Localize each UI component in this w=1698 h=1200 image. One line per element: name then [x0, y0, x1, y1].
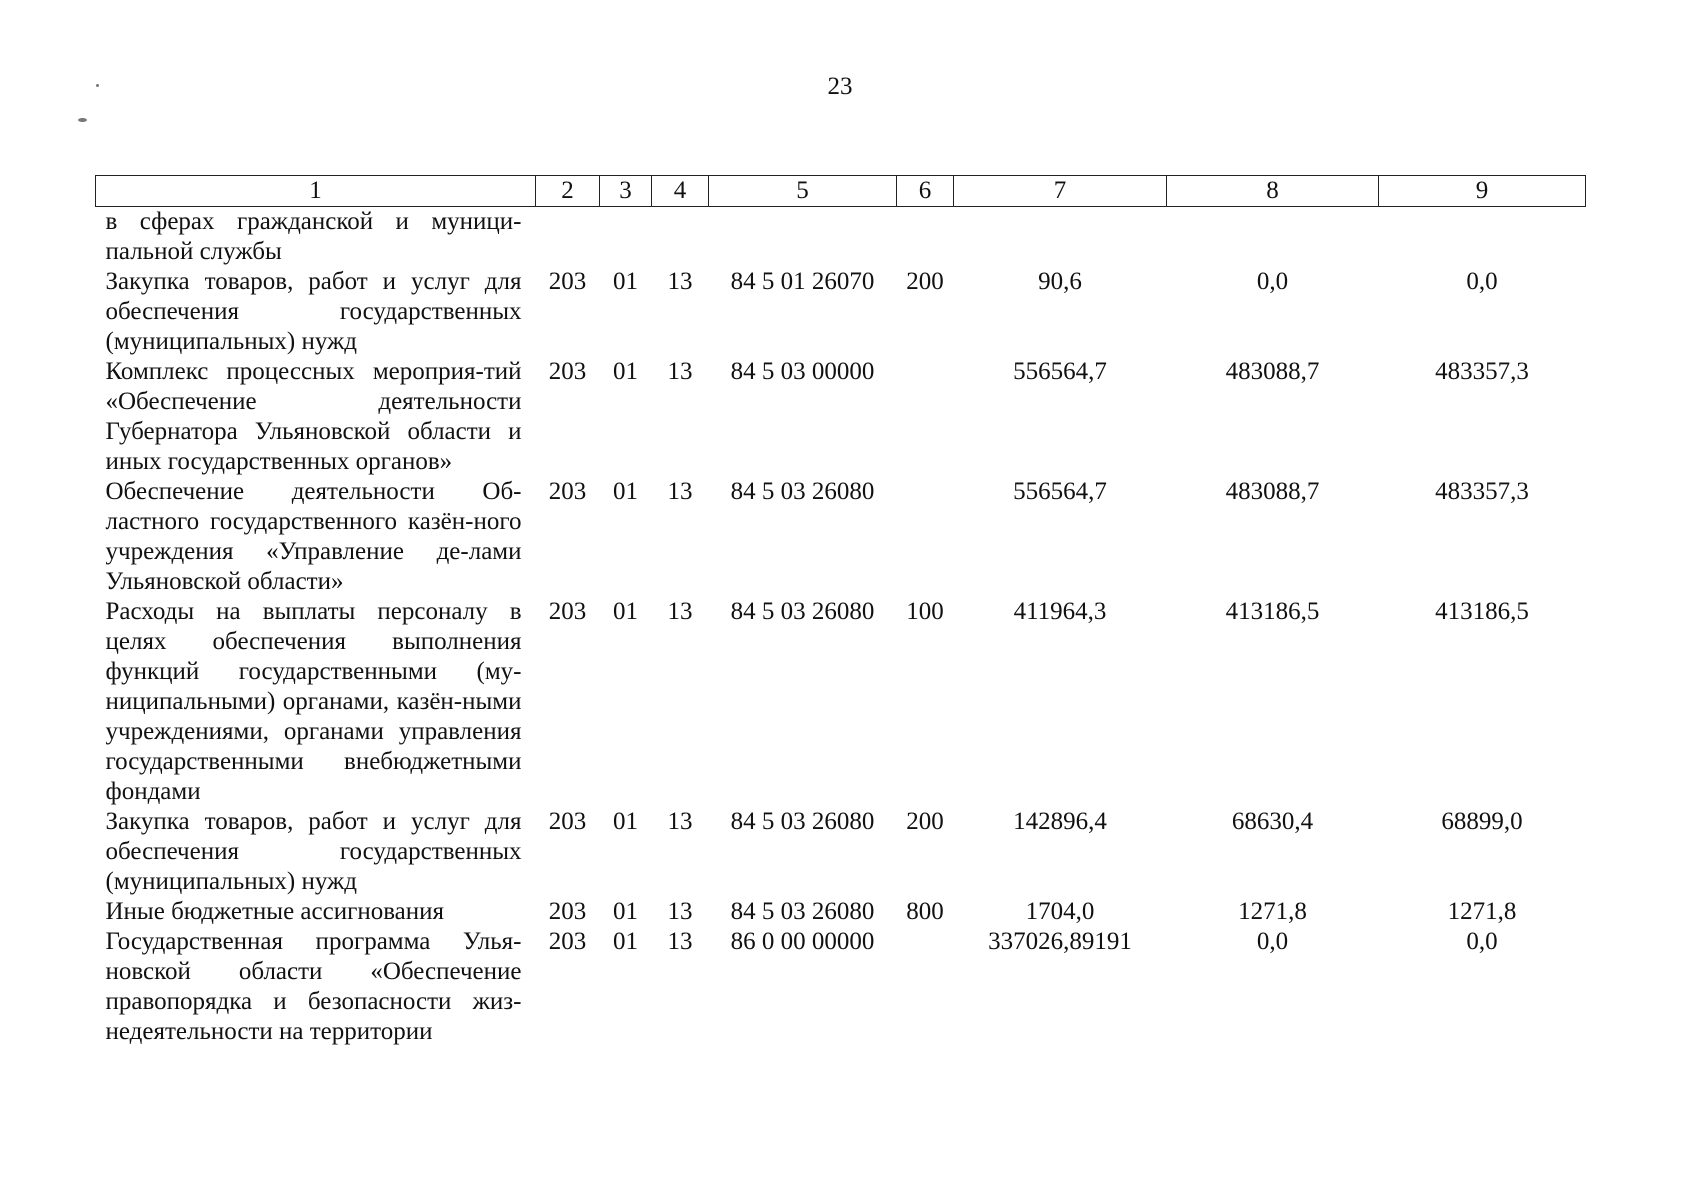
row-col-5: 84 5 03 00000 [730, 358, 875, 385]
row-col-3: 01 [613, 478, 638, 505]
row-col-6: 200 [906, 808, 944, 835]
table-row [96, 927, 1586, 1047]
row-description: Обеспечение деятельности Об-ластного государственного казён-ного учреждения «Управление де-лами Ульяновской области» [105, 478, 522, 595]
row-col-3: 01 [613, 808, 638, 835]
row-col-8: 0,0 [1256, 928, 1289, 955]
row-col-6: 200 [906, 268, 944, 295]
row-col-4: 13 [667, 268, 693, 295]
row-col-8: 0,0 [1256, 268, 1289, 295]
row-col-7: 1704,0 [1025, 898, 1095, 925]
row-col-5: 84 5 03 26080 [730, 808, 875, 835]
row-col-5: 84 5 03 26080 [730, 478, 875, 505]
row-col-9: 68899,0 [1441, 808, 1523, 835]
table-row [96, 267, 1586, 357]
row-col-9: 0,0 [1466, 268, 1498, 295]
row-col-2: 203 [548, 928, 587, 955]
row-col-4 [652, 207, 709, 268]
row-col-3: 01 [613, 598, 638, 625]
scan-speck [78, 118, 87, 122]
row-col-8: 68630,4 [1231, 808, 1314, 835]
row-description: Закупка товаров, работ и услуг для обеспечения государственных (муниципальных) нужд [105, 268, 522, 355]
row-col-9: 483357,3 [1435, 478, 1529, 505]
row-col-7: 556564,7 [1013, 478, 1107, 505]
row-description: Государственная программа Улья-новской области «Обеспечение правопорядка и безопасности жиз-недеятельности на территории [105, 928, 522, 1045]
row-col-8: 483088,7 [1225, 358, 1320, 385]
row-col-9: 483357,3 [1435, 358, 1529, 385]
table-row [96, 357, 1586, 477]
row-col-3: 01 [613, 358, 638, 385]
row-col-3: 01 [613, 928, 638, 955]
row-col-3: 01 [613, 268, 638, 295]
row-col-2: 203 [548, 358, 587, 385]
row-col-6 [897, 927, 954, 1047]
row-col-6 [897, 477, 954, 597]
row-col-4: 13 [667, 598, 693, 625]
row-col-2: 203 [548, 808, 587, 835]
row-col-4: 13 [667, 928, 693, 955]
header-col-4: 4 [652, 176, 709, 207]
table-row [96, 897, 1586, 927]
row-col-7: 90,6 [1038, 268, 1082, 295]
row-col-5: 84 5 01 26070 [730, 268, 875, 295]
header-col-2: 2 [536, 176, 600, 207]
header-col-9: 9 [1379, 176, 1586, 207]
header-col-1: 1 [96, 176, 536, 207]
row-col-2: 203 [548, 478, 587, 505]
budget-table [95, 175, 1586, 1047]
table-row [96, 477, 1586, 597]
row-col-2: 203 [548, 268, 587, 295]
row-description: Иные бюджетные ассигнования [105, 898, 445, 925]
row-description: Закупка товаров, работ и услуг для обеспечения государственных (муниципальных) нужд [105, 808, 522, 895]
header-col-6: 6 [897, 176, 954, 207]
header-col-5: 5 [709, 176, 897, 207]
row-col-5: 84 5 03 26080 [730, 598, 875, 625]
row-col-2: 203 [548, 898, 587, 925]
row-col-8: 413186,5 [1225, 598, 1320, 625]
row-col-5: 86 0 00 00000 [730, 928, 875, 955]
row-col-3 [600, 207, 652, 268]
row-col-7: 337026,89191 [988, 928, 1132, 955]
row-col-7: 556564,7 [1013, 358, 1107, 385]
row-col-4: 13 [667, 478, 693, 505]
row-col-7 [954, 207, 1167, 268]
row-col-9: 1271,8 [1447, 898, 1517, 925]
row-col-4: 13 [667, 358, 693, 385]
table-row [96, 207, 1586, 268]
page-number: 23 [827, 73, 853, 100]
row-col-9 [1379, 207, 1586, 268]
row-col-4: 13 [667, 808, 693, 835]
header-col-8: 8 [1167, 176, 1379, 207]
row-col-9: 413186,5 [1435, 598, 1529, 625]
row-col-3: 01 [613, 898, 638, 925]
row-col-7: 142896,4 [1013, 808, 1107, 835]
row-col-7: 411964,3 [1013, 598, 1107, 625]
row-col-6: 800 [906, 898, 944, 925]
row-description: в сферах гражданской и муници-пальной службы [105, 208, 522, 265]
row-col-2: 203 [548, 598, 587, 625]
row-col-8 [1167, 207, 1379, 268]
table-header-row [96, 176, 1586, 207]
table-row [96, 597, 1586, 807]
row-col-8: 1271,8 [1238, 898, 1307, 925]
row-description: Комплекс процессных мероприя-тий «Обеспечение деятельности Губернатора Ульяновской области и иных государственных органов» [105, 358, 522, 475]
header-col-3: 3 [600, 176, 652, 207]
row-col-6 [897, 207, 954, 268]
row-col-4: 13 [667, 898, 693, 925]
row-col-8: 483088,7 [1225, 478, 1320, 505]
row-col-5: 84 5 03 26080 [730, 898, 875, 925]
row-col-2 [536, 207, 600, 268]
header-col-7: 7 [954, 176, 1167, 207]
row-description: Расходы на выплаты персоналу в целях обеспечения выполнения функций государственными (му-ниципальными) органами, казён-ными учреждениями, органами управления государственными внебюджетными фондами [105, 598, 522, 805]
row-col-9: 0,0 [1466, 928, 1498, 955]
row-col-6: 100 [906, 598, 944, 625]
table-row [96, 807, 1586, 897]
scan-speck [96, 84, 99, 87]
row-col-6 [897, 357, 954, 477]
row-col-5 [709, 207, 897, 268]
